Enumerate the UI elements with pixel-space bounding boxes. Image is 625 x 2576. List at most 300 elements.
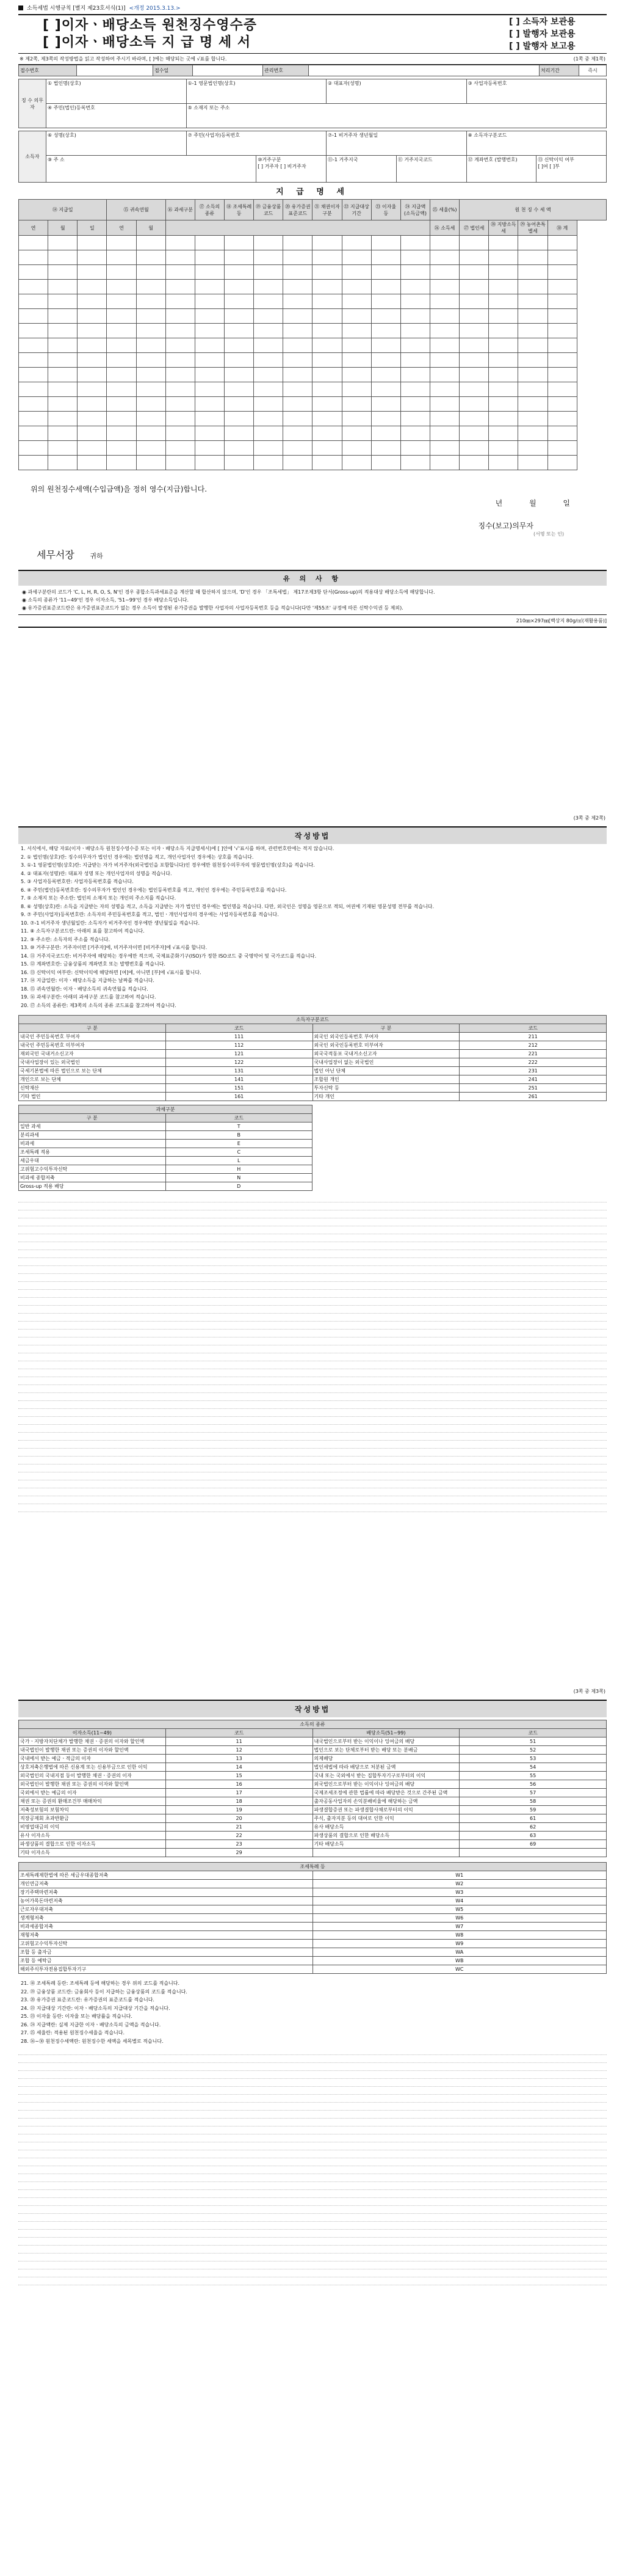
payment-cell[interactable]: [371, 250, 400, 265]
payment-cell[interactable]: [430, 236, 459, 250]
payment-cell[interactable]: [460, 236, 489, 250]
payment-cell[interactable]: [460, 368, 489, 382]
payment-cell[interactable]: [224, 426, 253, 441]
payment-cell[interactable]: [460, 309, 489, 324]
payment-cell[interactable]: [107, 294, 136, 309]
payment-cell[interactable]: [518, 382, 547, 397]
payment-row[interactable]: [19, 338, 607, 353]
payment-cell[interactable]: [430, 265, 459, 280]
payment-cell[interactable]: [283, 441, 312, 456]
payment-cell[interactable]: [224, 236, 253, 250]
payment-cell[interactable]: [195, 250, 224, 265]
receipt-date-field[interactable]: [193, 65, 263, 76]
payment-cell[interactable]: [48, 324, 78, 338]
payment-cell[interactable]: [547, 426, 577, 441]
payment-cell[interactable]: [136, 338, 165, 353]
payment-cell[interactable]: [283, 250, 312, 265]
payment-cell[interactable]: [165, 338, 195, 353]
earner-address-field[interactable]: ⑨ 주 소: [46, 156, 256, 183]
payment-cell[interactable]: [136, 426, 165, 441]
payment-cell[interactable]: [254, 456, 283, 470]
payment-cell[interactable]: [342, 441, 371, 456]
payment-cell[interactable]: [430, 368, 459, 382]
payment-rows[interactable]: [19, 236, 607, 470]
payment-cell[interactable]: [489, 338, 518, 353]
payment-cell[interactable]: [518, 338, 547, 353]
country-field[interactable]: ⑪-1 거주지국: [327, 156, 397, 183]
payment-cell[interactable]: [547, 353, 577, 368]
payment-cell[interactable]: [165, 324, 195, 338]
payment-cell[interactable]: [78, 309, 107, 324]
payment-cell[interactable]: [254, 368, 283, 382]
payment-cell[interactable]: [371, 294, 400, 309]
payment-cell[interactable]: [489, 250, 518, 265]
payment-cell[interactable]: [312, 309, 342, 324]
payment-cell[interactable]: [371, 309, 400, 324]
payment-cell[interactable]: [547, 441, 577, 456]
payment-cell[interactable]: [19, 338, 48, 353]
payment-cell[interactable]: [107, 324, 136, 338]
payment-cell[interactable]: [342, 353, 371, 368]
payment-cell[interactable]: [78, 338, 107, 353]
payment-cell[interactable]: [400, 265, 430, 280]
corp-name-en-field[interactable]: ①-1 영문법인명(상호): [186, 79, 327, 104]
payment-cell[interactable]: [400, 456, 430, 470]
title-line-1[interactable]: [ ]이자ㆍ배당소득 원천징수영수증: [43, 18, 257, 33]
payment-cell[interactable]: [165, 456, 195, 470]
payment-cell[interactable]: [342, 412, 371, 426]
payment-cell[interactable]: [342, 250, 371, 265]
payment-cell[interactable]: [430, 280, 459, 294]
payment-cell[interactable]: [547, 265, 577, 280]
payment-cell[interactable]: [489, 397, 518, 412]
payment-cell[interactable]: [224, 397, 253, 412]
payment-cell[interactable]: [165, 294, 195, 309]
payment-cell[interactable]: [430, 412, 459, 426]
payment-cell[interactable]: [430, 338, 459, 353]
payment-cell[interactable]: [107, 382, 136, 397]
payment-row[interactable]: [19, 456, 607, 470]
payment-cell[interactable]: [48, 250, 78, 265]
copy-issuer-checkbox[interactable]: [ ] 발행자 보관용: [509, 29, 576, 39]
payment-cell[interactable]: [254, 265, 283, 280]
representative-field[interactable]: ② 대표자(성명): [327, 79, 467, 104]
payment-cell[interactable]: [195, 412, 224, 426]
payment-cell[interactable]: [518, 309, 547, 324]
payment-cell[interactable]: [224, 338, 253, 353]
payment-cell[interactable]: [107, 236, 136, 250]
payment-cell[interactable]: [48, 309, 78, 324]
payment-cell[interactable]: [460, 250, 489, 265]
payment-cell[interactable]: [489, 382, 518, 397]
payment-cell[interactable]: [195, 338, 224, 353]
account-no-field[interactable]: ⑫ 계좌번호 (발행번호): [466, 156, 536, 183]
payment-cell[interactable]: [400, 382, 430, 397]
payment-cell[interactable]: [165, 397, 195, 412]
payment-cell[interactable]: [547, 294, 577, 309]
payment-cell[interactable]: [460, 265, 489, 280]
payment-cell[interactable]: [312, 353, 342, 368]
payment-cell[interactable]: [283, 382, 312, 397]
payment-cell[interactable]: [19, 324, 48, 338]
payment-cell[interactable]: [136, 309, 165, 324]
payment-cell[interactable]: [254, 353, 283, 368]
payment-cell[interactable]: [342, 456, 371, 470]
payment-cell[interactable]: [371, 236, 400, 250]
payment-cell[interactable]: [342, 236, 371, 250]
payment-cell[interactable]: [547, 250, 577, 265]
payment-cell[interactable]: [78, 382, 107, 397]
copy-report-checkbox[interactable]: [ ] 발행자 보고용: [509, 42, 576, 51]
payment-cell[interactable]: [460, 338, 489, 353]
payment-cell[interactable]: [254, 338, 283, 353]
payment-cell[interactable]: [224, 265, 253, 280]
payment-cell[interactable]: [489, 412, 518, 426]
payment-cell[interactable]: [283, 294, 312, 309]
payment-cell[interactable]: [19, 353, 48, 368]
payment-cell[interactable]: [165, 412, 195, 426]
payment-cell[interactable]: [400, 412, 430, 426]
payment-cell[interactable]: [400, 309, 430, 324]
payment-cell[interactable]: [19, 368, 48, 382]
payment-cell[interactable]: [460, 412, 489, 426]
payment-cell[interactable]: [165, 426, 195, 441]
payment-cell[interactable]: [400, 236, 430, 250]
earner-type-field[interactable]: ⑧ 소득자구분코드: [466, 131, 607, 156]
payment-cell[interactable]: [342, 338, 371, 353]
payment-cell[interactable]: [312, 338, 342, 353]
payment-cell[interactable]: [107, 338, 136, 353]
payment-cell[interactable]: [460, 426, 489, 441]
payment-cell[interactable]: [48, 441, 78, 456]
payment-cell[interactable]: [371, 397, 400, 412]
payment-cell[interactable]: [312, 397, 342, 412]
payment-cell[interactable]: [283, 353, 312, 368]
payment-cell[interactable]: [312, 382, 342, 397]
payment-cell[interactable]: [165, 368, 195, 382]
payment-cell[interactable]: [342, 397, 371, 412]
payment-cell[interactable]: [489, 426, 518, 441]
payment-cell[interactable]: [19, 294, 48, 309]
payment-cell[interactable]: [312, 236, 342, 250]
payment-cell[interactable]: [224, 324, 253, 338]
payment-cell[interactable]: [547, 338, 577, 353]
payment-cell[interactable]: [195, 265, 224, 280]
payment-cell[interactable]: [136, 441, 165, 456]
payment-cell[interactable]: [224, 353, 253, 368]
payment-cell[interactable]: [254, 382, 283, 397]
payment-cell[interactable]: [224, 456, 253, 470]
payment-cell[interactable]: [19, 456, 48, 470]
payment-cell[interactable]: [107, 353, 136, 368]
payment-cell[interactable]: [518, 412, 547, 426]
payment-cell[interactable]: [400, 426, 430, 441]
payment-cell[interactable]: [342, 280, 371, 294]
payment-cell[interactable]: [195, 324, 224, 338]
payment-cell[interactable]: [224, 309, 253, 324]
payment-cell[interactable]: [254, 294, 283, 309]
payment-cell[interactable]: [254, 412, 283, 426]
payment-cell[interactable]: [19, 412, 48, 426]
payment-cell[interactable]: [430, 456, 459, 470]
payment-cell[interactable]: [48, 294, 78, 309]
payment-cell[interactable]: [430, 250, 459, 265]
payment-cell[interactable]: [78, 353, 107, 368]
corp-name-field[interactable]: ① 법인명(상호): [46, 79, 187, 104]
payment-cell[interactable]: [460, 397, 489, 412]
payment-cell[interactable]: [195, 353, 224, 368]
payment-row[interactable]: [19, 265, 607, 280]
residency-options[interactable]: [ ] 거주자 [ ] 비거주자: [258, 164, 306, 169]
payment-cell[interactable]: [107, 309, 136, 324]
payment-cell[interactable]: [400, 353, 430, 368]
payment-row[interactable]: [19, 280, 607, 294]
payment-cell[interactable]: [518, 250, 547, 265]
payment-cell[interactable]: [48, 280, 78, 294]
payment-cell[interactable]: [165, 353, 195, 368]
payment-cell[interactable]: [136, 280, 165, 294]
payment-cell[interactable]: [78, 397, 107, 412]
payment-cell[interactable]: [19, 426, 48, 441]
payment-cell[interactable]: [78, 324, 107, 338]
payment-cell[interactable]: [460, 324, 489, 338]
payment-cell[interactable]: [371, 324, 400, 338]
payment-cell[interactable]: [254, 441, 283, 456]
payment-cell[interactable]: [78, 368, 107, 382]
payment-cell[interactable]: [460, 353, 489, 368]
payment-cell[interactable]: [136, 294, 165, 309]
payment-cell[interactable]: [547, 412, 577, 426]
payment-cell[interactable]: [48, 397, 78, 412]
payment-cell[interactable]: [19, 309, 48, 324]
payment-cell[interactable]: [107, 412, 136, 426]
payment-cell[interactable]: [195, 294, 224, 309]
payment-cell[interactable]: [489, 265, 518, 280]
payment-cell[interactable]: [224, 368, 253, 382]
payment-cell[interactable]: [78, 456, 107, 470]
payment-cell[interactable]: [195, 236, 224, 250]
payment-cell[interactable]: [254, 236, 283, 250]
payment-cell[interactable]: [371, 265, 400, 280]
payment-cell[interactable]: [342, 368, 371, 382]
payment-cell[interactable]: [430, 382, 459, 397]
payment-cell[interactable]: [460, 294, 489, 309]
payment-cell[interactable]: [78, 412, 107, 426]
declaration-date[interactable]: 년 월 일: [495, 499, 582, 508]
payment-cell[interactable]: [489, 441, 518, 456]
payment-cell[interactable]: [312, 456, 342, 470]
payment-cell[interactable]: [547, 236, 577, 250]
payment-cell[interactable]: [165, 382, 195, 397]
payment-cell[interactable]: [283, 368, 312, 382]
payment-cell[interactable]: [224, 250, 253, 265]
payment-cell[interactable]: [400, 441, 430, 456]
payment-cell[interactable]: [165, 309, 195, 324]
payment-cell[interactable]: [342, 294, 371, 309]
payment-cell[interactable]: [107, 368, 136, 382]
payment-cell[interactable]: [547, 280, 577, 294]
title-line-2[interactable]: [ ]이자ㆍ배당소득 지 급 명 세 서: [43, 35, 251, 50]
payment-cell[interactable]: [283, 309, 312, 324]
payment-cell[interactable]: [48, 426, 78, 441]
payment-cell[interactable]: [312, 412, 342, 426]
receipt-no-field[interactable]: [77, 65, 153, 76]
payment-cell[interactable]: [312, 368, 342, 382]
payment-cell[interactable]: [283, 456, 312, 470]
payment-cell[interactable]: [283, 280, 312, 294]
payment-cell[interactable]: [430, 353, 459, 368]
payment-cell[interactable]: [518, 265, 547, 280]
payment-cell[interactable]: [224, 441, 253, 456]
payment-cell[interactable]: [547, 382, 577, 397]
payment-cell[interactable]: [48, 382, 78, 397]
payment-cell[interactable]: [48, 456, 78, 470]
payment-cell[interactable]: [371, 280, 400, 294]
payment-cell[interactable]: [371, 368, 400, 382]
copy-earner-checkbox[interactable]: [ ] 소득자 보관용: [509, 17, 576, 27]
payment-cell[interactable]: [371, 338, 400, 353]
payment-row[interactable]: [19, 412, 607, 426]
payment-cell[interactable]: [460, 280, 489, 294]
payment-cell[interactable]: [136, 250, 165, 265]
payment-cell[interactable]: [400, 338, 430, 353]
payment-cell[interactable]: [195, 397, 224, 412]
payment-row[interactable]: [19, 426, 607, 441]
payment-cell[interactable]: [518, 294, 547, 309]
payment-cell[interactable]: [342, 324, 371, 338]
payment-cell[interactable]: [460, 441, 489, 456]
payment-cell[interactable]: [342, 382, 371, 397]
payment-cell[interactable]: [254, 280, 283, 294]
payment-cell[interactable]: [78, 236, 107, 250]
payment-cell[interactable]: [547, 324, 577, 338]
payment-cell[interactable]: [195, 426, 224, 441]
manage-no-field[interactable]: [309, 65, 540, 76]
payment-cell[interactable]: [400, 324, 430, 338]
payment-row[interactable]: [19, 324, 607, 338]
payment-cell[interactable]: [312, 441, 342, 456]
payment-cell[interactable]: [136, 324, 165, 338]
payment-cell[interactable]: [48, 368, 78, 382]
payment-cell[interactable]: [400, 250, 430, 265]
payment-cell[interactable]: [283, 397, 312, 412]
payment-cell[interactable]: [78, 441, 107, 456]
payment-row[interactable]: [19, 397, 607, 412]
payment-cell[interactable]: [400, 280, 430, 294]
payment-cell[interactable]: [283, 324, 312, 338]
payment-cell[interactable]: [400, 397, 430, 412]
payment-cell[interactable]: [518, 456, 547, 470]
payment-cell[interactable]: [489, 368, 518, 382]
payment-cell[interactable]: [254, 309, 283, 324]
payment-cell[interactable]: [136, 353, 165, 368]
payment-cell[interactable]: [195, 456, 224, 470]
payment-cell[interactable]: [489, 280, 518, 294]
payment-cell[interactable]: [254, 250, 283, 265]
payment-cell[interactable]: [489, 309, 518, 324]
payment-cell[interactable]: [430, 309, 459, 324]
payment-cell[interactable]: [224, 294, 253, 309]
payment-cell[interactable]: [283, 412, 312, 426]
earner-name-field[interactable]: ⑥ 성명(상호): [46, 131, 187, 156]
payment-cell[interactable]: [371, 353, 400, 368]
payment-cell[interactable]: [312, 294, 342, 309]
payment-cell[interactable]: [518, 426, 547, 441]
payment-cell[interactable]: [489, 294, 518, 309]
payment-cell[interactable]: [136, 236, 165, 250]
payment-cell[interactable]: [107, 426, 136, 441]
payment-cell[interactable]: [107, 265, 136, 280]
payment-row[interactable]: [19, 236, 607, 250]
payment-cell[interactable]: [342, 309, 371, 324]
payment-cell[interactable]: [371, 412, 400, 426]
payment-cell[interactable]: [78, 250, 107, 265]
residency-cell[interactable]: [256, 156, 327, 183]
payment-cell[interactable]: [107, 441, 136, 456]
payment-cell[interactable]: [224, 412, 253, 426]
sign-hint[interactable]: (서명 또는 인): [533, 531, 564, 537]
payment-cell[interactable]: [107, 456, 136, 470]
payment-cell[interactable]: [489, 236, 518, 250]
payment-cell[interactable]: [518, 441, 547, 456]
corp-reg-no-field[interactable]: ④ 주민(법인)등록번호: [46, 104, 187, 128]
payment-cell[interactable]: [460, 456, 489, 470]
payment-cell[interactable]: [342, 265, 371, 280]
payment-cell[interactable]: [254, 426, 283, 441]
payment-cell[interactable]: [224, 280, 253, 294]
payment-cell[interactable]: [195, 309, 224, 324]
payment-cell[interactable]: [430, 324, 459, 338]
business-no-field[interactable]: ③ 사업자등록번호: [466, 79, 607, 104]
payment-cell[interactable]: [165, 441, 195, 456]
payment-cell[interactable]: [19, 397, 48, 412]
payment-cell[interactable]: [107, 397, 136, 412]
payment-row[interactable]: [19, 294, 607, 309]
payment-row[interactable]: [19, 353, 607, 368]
payment-cell[interactable]: [518, 368, 547, 382]
payment-cell[interactable]: [283, 338, 312, 353]
payment-cell[interactable]: [48, 236, 78, 250]
payment-cell[interactable]: [165, 265, 195, 280]
payment-cell[interactable]: [489, 353, 518, 368]
payment-cell[interactable]: [78, 265, 107, 280]
payment-cell[interactable]: [312, 426, 342, 441]
payment-cell[interactable]: [371, 382, 400, 397]
payment-cell[interactable]: [283, 426, 312, 441]
payment-cell[interactable]: [518, 236, 547, 250]
payment-cell[interactable]: [254, 397, 283, 412]
payment-cell[interactable]: [107, 250, 136, 265]
payment-cell[interactable]: [136, 265, 165, 280]
payment-cell[interactable]: [460, 382, 489, 397]
payment-cell[interactable]: [78, 426, 107, 441]
payment-cell[interactable]: [518, 353, 547, 368]
payment-cell[interactable]: [136, 368, 165, 382]
payment-cell[interactable]: [165, 236, 195, 250]
payment-cell[interactable]: [19, 236, 48, 250]
payment-cell[interactable]: [283, 265, 312, 280]
trust-cell[interactable]: [536, 156, 607, 183]
payment-cell[interactable]: [489, 324, 518, 338]
payment-cell[interactable]: [547, 368, 577, 382]
trust-options[interactable]: [ ]여 [ ]부: [538, 164, 560, 169]
payment-cell[interactable]: [283, 236, 312, 250]
payment-cell[interactable]: [342, 426, 371, 441]
payment-cell[interactable]: [195, 280, 224, 294]
payment-cell[interactable]: [19, 265, 48, 280]
payment-cell[interactable]: [136, 456, 165, 470]
payment-cell[interactable]: [19, 280, 48, 294]
